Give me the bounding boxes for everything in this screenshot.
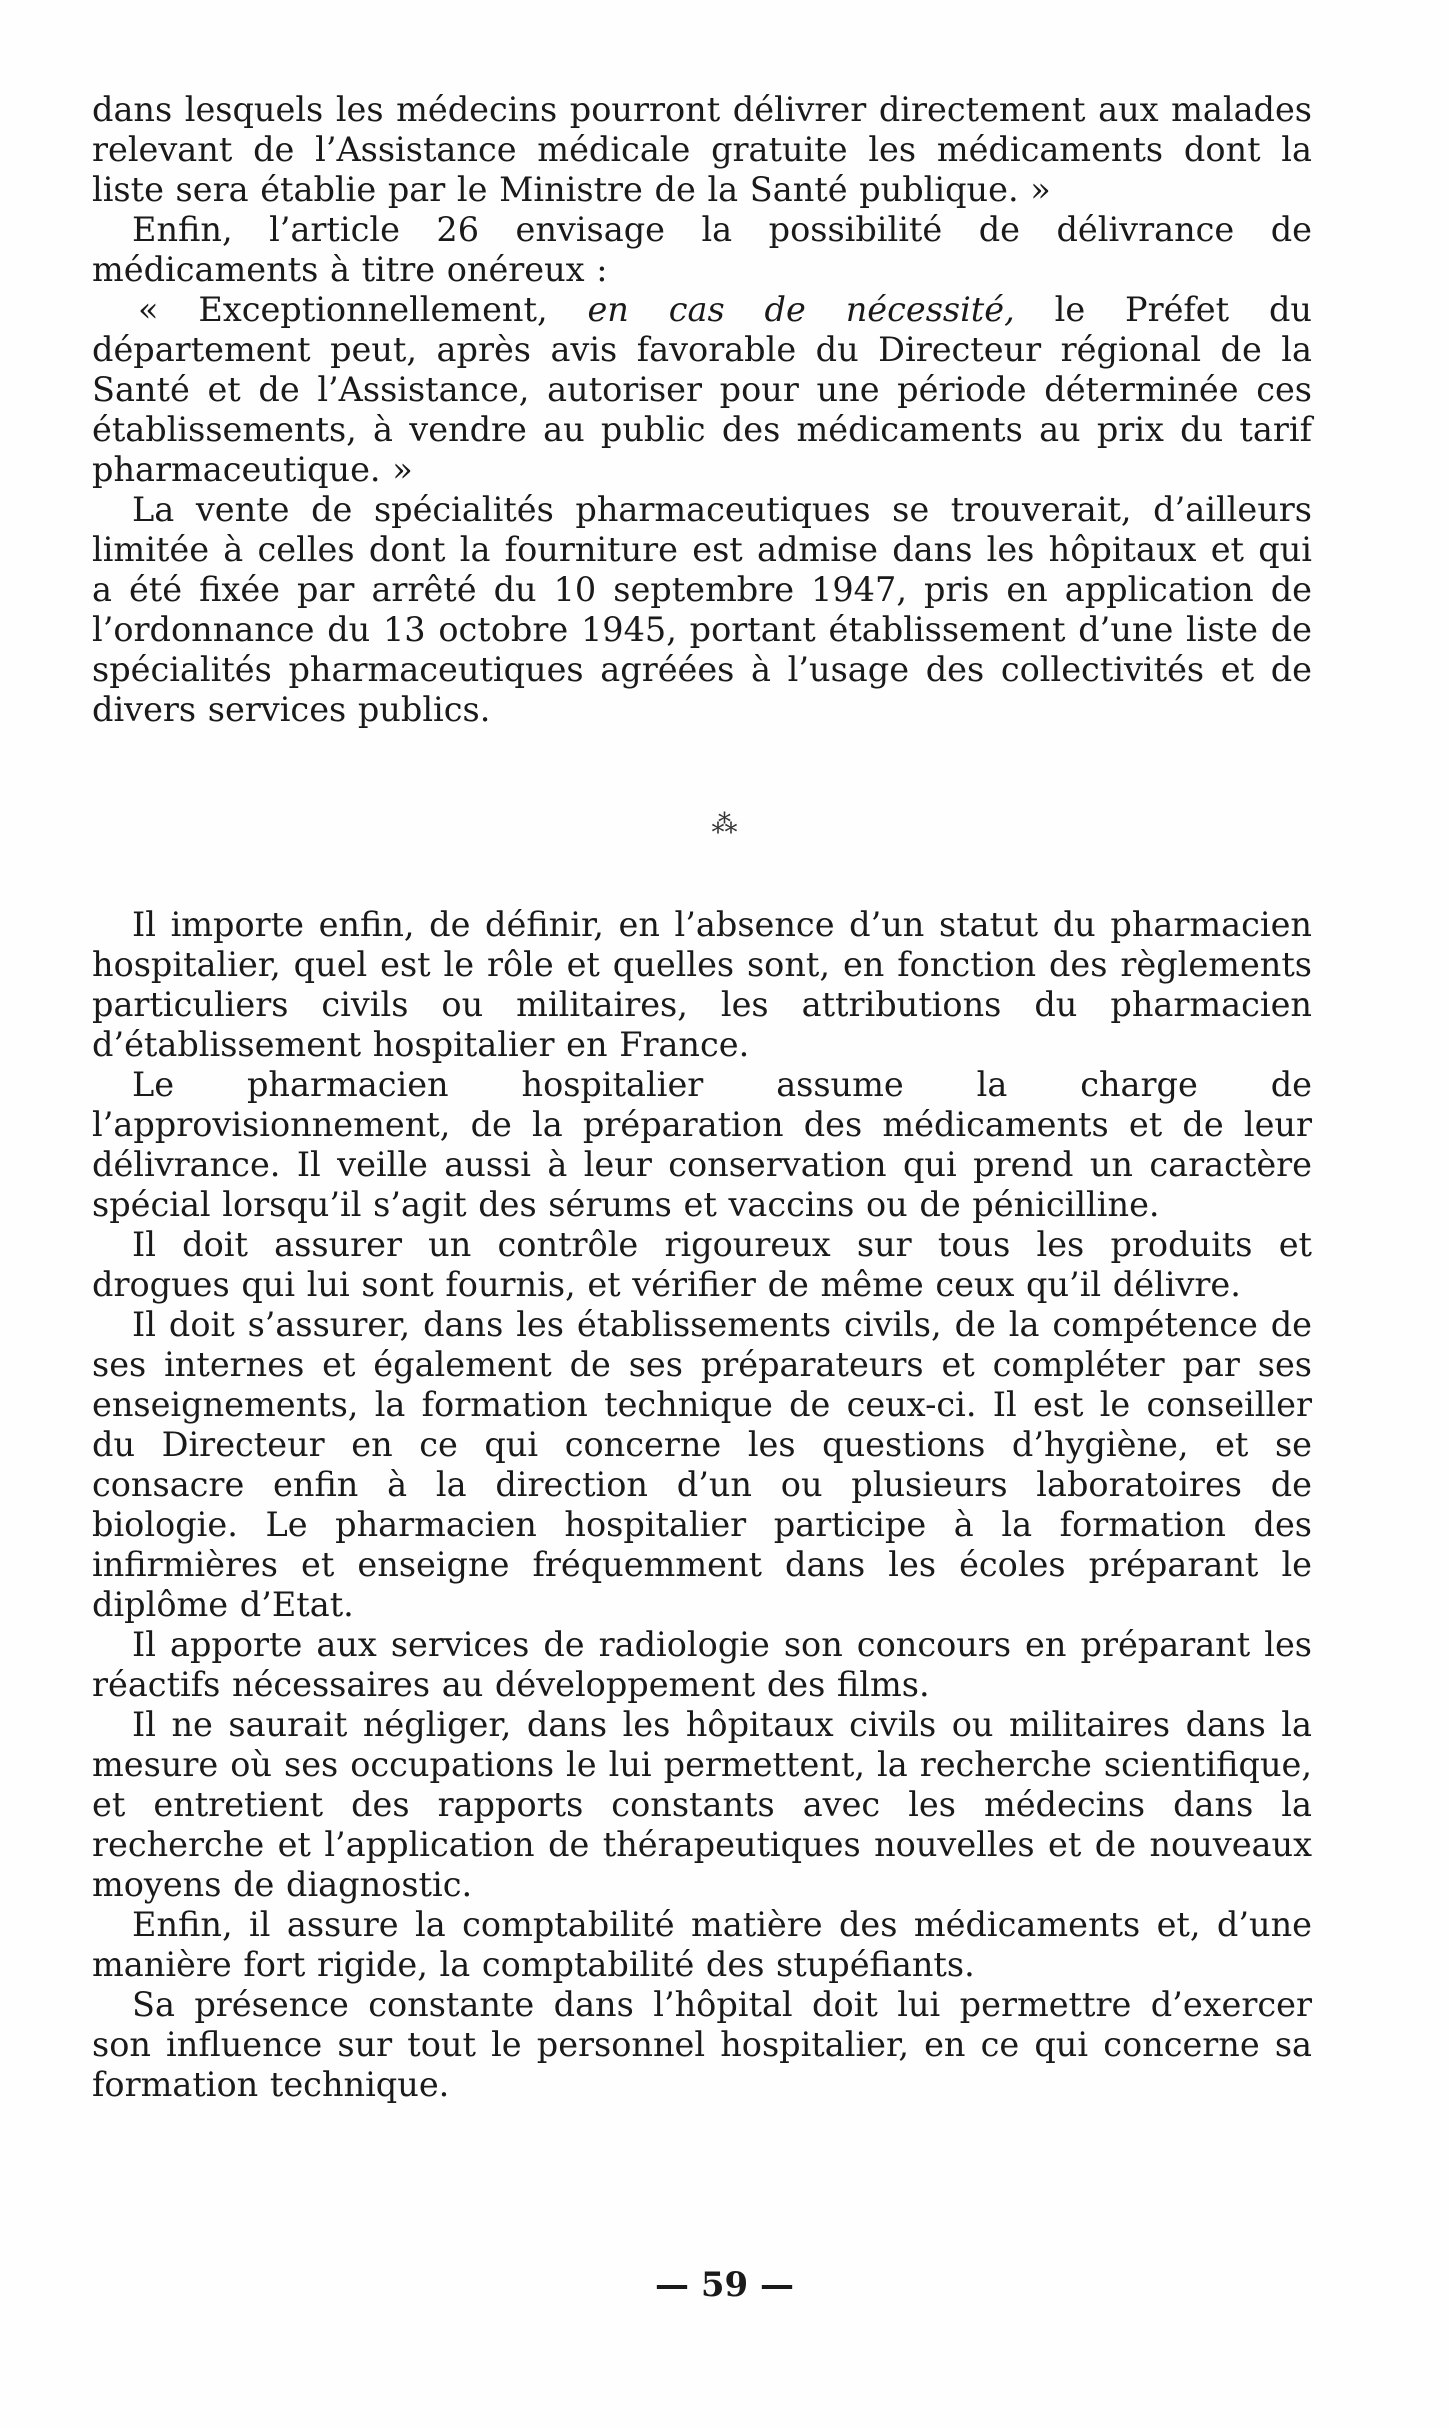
paragraph-role: Il importe enfin, de définir, en l’absence d’un statut du pharmacien hospitalier, quel est le rôle et quelles sont, en fonction des règlements particuliers civils ou militaires, les attributions du pharmacien d’établissement hospitalier en France. [92, 905, 1312, 1064]
quote-italic: en cas de nécessité, [587, 290, 1015, 329]
paragraph-controle: Il doit assurer un contrôle rigoureux sur tous les produits et drogues qui lui sont fournis, et vérifier de même ceux qu’il délivre. [92, 1225, 1312, 1304]
paragraph-recherche: Il ne saurait négliger, dans les hôpitaux civils ou militaires dans la mesure où ses occupations le lui permettent, la recherche scientifique, et entretient des rapports constants avec les médecins dans la recherche et l’application de thérapeutiques nouvelles et de nouveaux moyens de diagnostic. [92, 1705, 1312, 1904]
paragraph-quote [92, 290, 1312, 490]
paragraph-continuation: dans lesquels les médecins pourront délivrer directement aux malades relevant de l’Assistance médicale gratuite les médicaments dont la liste sera établie par le Ministre de la Santé publique. » [92, 90, 1312, 209]
paragraph-radiologie: Il apporte aux services de radiologie son concours en préparant les réactifs nécessaires au développement des films. [92, 1625, 1312, 1704]
paragraph-comptabilite: Enfin, il assure la comptabilité matière des médicaments et, d’une manière fort rigide, la comptabilité des stupéfiants. [92, 1905, 1312, 1984]
page-number: — 59 — [655, 2265, 794, 2305]
paragraph-enseignement: Il doit s’assurer, dans les établissements civils, de la compétence de ses internes et également de ses préparateurs et compléter par ses enseignements, la formation technique de ceux-ci. Il est le conseiller du Directeur en ce qui concerne les questions d’hygiène, et se consacre enfin à la direction d’un ou plusieurs laboratoires de biologie. Le pharmacien hospitalier participe à la formation des infirmières et enseigne fréquemment dans les écoles préparant le diplôme d’Etat. [92, 1305, 1312, 1624]
paragraph-presence: Sa présence constante dans l’hôpital doit lui permettre d’exercer son influence sur tout le personnel hospitalier, en ce qui concerne sa formation technique. [92, 1985, 1312, 2104]
quote-end: le Préfet du département peut, après avis favorable du Directeur régional de la Santé et de l’Assistance, autoriser pour une période déterminée ces établissements, à vendre au public des médicaments au prix du tarif pharmaceutique. » [92, 290, 1312, 489]
text-section-bottom [92, 905, 1312, 2105]
paragraph-approvisionnement: Le pharmacien hospitalier assume la charge de l’approvisionnement, de la préparation des médicaments et de leur délivrance. Il veille aussi à leur conservation qui prend un caractère spécial lorsqu’il s’agit des sérums et vaccins ou de pénicilline. [92, 1065, 1312, 1224]
quote-start: « Exceptionnellement, [138, 290, 588, 329]
paragraph-article-26: Enfin, l’article 26 envisage la possibilité de délivrance de médicaments à titre onéreux : [92, 210, 1312, 289]
text-section-top [92, 90, 1312, 730]
asterism-separator: ⁂ [711, 810, 738, 840]
paragraph-specialites: La vente de spécialités pharmaceutiques se trouverait, d’ailleurs limitée à celles dont la fourniture est admise dans les hôpitaux et qui a été fixée par arrêté du 10 septembre 1947, pris en application de l’ordonnance du 13 octobre 1945, portant établissement d’une liste de spécialités pharmaceutiques agréées à l’usage des collectivités et de divers services publics. [92, 490, 1312, 729]
